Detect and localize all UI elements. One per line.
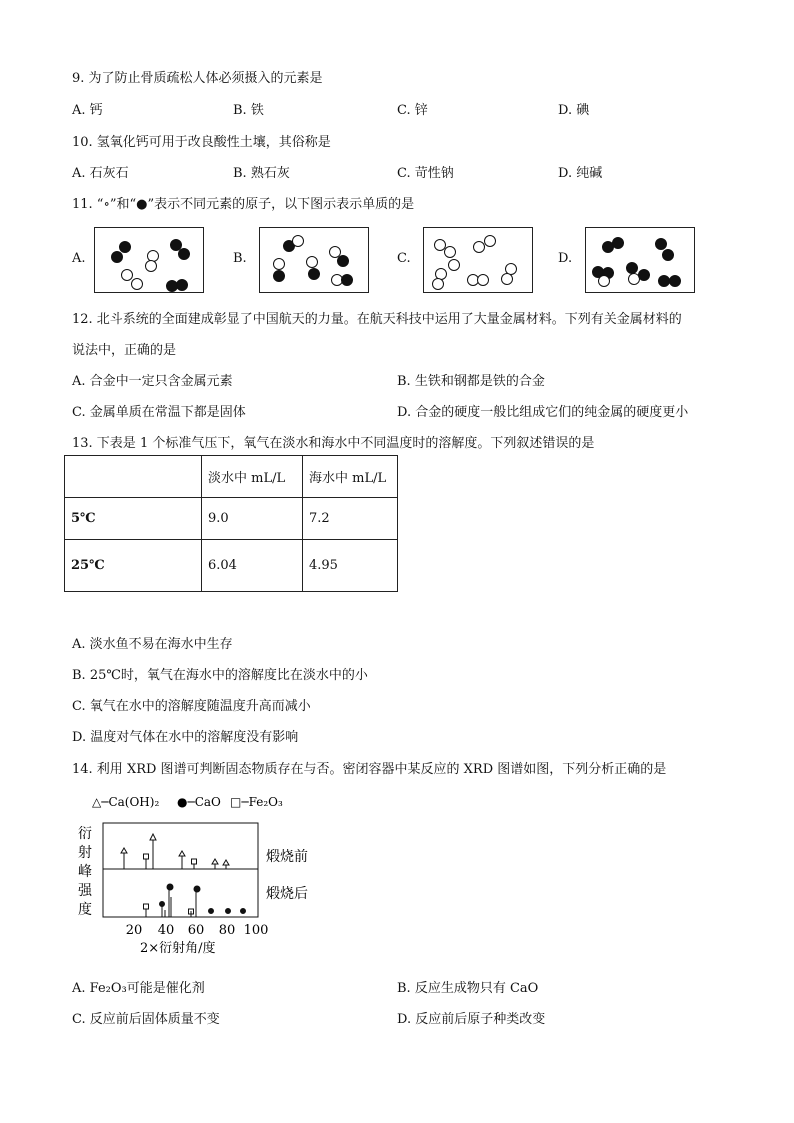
xrd-x-ticks bbox=[126, 923, 269, 938]
q10-stem: 10. 氢氧化钙可用于改良酸性土壤，其俗称是 bbox=[72, 135, 331, 150]
x-tick-label: 40 bbox=[157, 923, 175, 938]
ylabel-char: 衍 bbox=[78, 826, 92, 842]
q9-option-c: C. 锌 bbox=[397, 103, 428, 118]
q12-option-b: B. 生铁和钢都是铁的合金 bbox=[397, 374, 545, 389]
xrd-y-axis-label bbox=[78, 826, 93, 918]
q14-option-c: C. 反应前后固体质量不变 bbox=[72, 1012, 220, 1027]
legend-fe2o3: □─Fe₂O₃ bbox=[230, 795, 283, 809]
table-header-cell bbox=[65, 456, 202, 498]
q14-option-d: D. 反应前后原子种类改变 bbox=[397, 1012, 546, 1027]
legend-caoh2: △─Ca(OH)₂ bbox=[92, 795, 160, 809]
table-header-cell: 淡水中 mL/L bbox=[202, 456, 303, 498]
solubility-table bbox=[64, 455, 398, 592]
q11-diagram-d bbox=[585, 227, 695, 293]
xrd-x-axis-label: 2×衍射角/度 bbox=[140, 941, 216, 956]
q9-option-b: B. 铁 bbox=[233, 103, 264, 118]
q11-diagram-a bbox=[94, 227, 204, 293]
q11-label-c: C. bbox=[397, 251, 411, 266]
table-cell: 5℃ bbox=[65, 498, 202, 540]
table-row bbox=[65, 540, 398, 592]
q10-option-c: C. 苛性钠 bbox=[397, 166, 454, 181]
table-cell: 6.04 bbox=[202, 540, 303, 592]
table-cell: 9.0 bbox=[202, 498, 303, 540]
q12-stem-line1: 12. 北斗系统的全面建成彰显了中国航天的力量。在航天科技中运用了大量金属材料。下列有关金属材料的 bbox=[72, 312, 682, 327]
q12-stem-line2: 说法中，正确的是 bbox=[72, 343, 177, 358]
q12-option-d: D. 合金的硬度一般比组成它们的纯金属的硬度更小 bbox=[397, 405, 689, 420]
q13-option-c: C. 氧气在水中的溶解度随温度升高而减小 bbox=[72, 699, 311, 714]
q11-diagram-c bbox=[423, 227, 533, 293]
q10-option-d: D. 纯碱 bbox=[558, 166, 603, 181]
table-header-row bbox=[65, 456, 398, 498]
q13-option-d: D. 温度对气体在水中的溶解度没有影响 bbox=[72, 730, 299, 745]
q11-stem: 11. “∘”和“●”表示不同元素的原子，以下图示表示单质的是 bbox=[72, 197, 415, 212]
x-tick-label: 20 bbox=[125, 923, 143, 938]
ylabel-char: 度 bbox=[78, 902, 92, 918]
xrd-figure bbox=[70, 792, 330, 962]
x-tick-label: 60 bbox=[187, 923, 205, 938]
q13-option-b: B. 25℃时，氧气在海水中的溶解度比在淡水中的小 bbox=[72, 668, 368, 683]
q9-option-d: D. 碘 bbox=[558, 103, 590, 118]
legend-cao: ●─CaO bbox=[177, 795, 221, 809]
xrd-plot-frame bbox=[103, 823, 258, 917]
table-cell: 25℃ bbox=[65, 540, 202, 592]
q9-stem: 9. 为了防止骨质疏松人体必须摄入的元素是 bbox=[72, 71, 323, 86]
q11-diagram-b bbox=[259, 227, 369, 293]
q11-label-d: D. bbox=[558, 251, 573, 266]
panel-label-after: 煅烧后 bbox=[266, 886, 308, 902]
q13-option-a: A. 淡水鱼不易在海水中生存 bbox=[72, 637, 233, 652]
x-tick-label: 100 bbox=[243, 923, 269, 938]
panel-label-before: 煅烧前 bbox=[266, 849, 308, 865]
table-header-cell: 海水中 mL/L bbox=[303, 456, 398, 498]
xrd-legend bbox=[92, 795, 283, 809]
q10-option-b: B. 熟石灰 bbox=[233, 166, 290, 181]
ylabel-char: 强 bbox=[78, 883, 92, 899]
q12-option-a: A. 合金中一定只含金属元素 bbox=[72, 374, 233, 389]
x-tick-label: 80 bbox=[218, 923, 236, 938]
q14-option-b: B. 反应生成物只有 CaO bbox=[397, 981, 539, 996]
table-cell: 7.2 bbox=[303, 498, 398, 540]
ylabel-char: 射 bbox=[78, 845, 92, 861]
q14-stem: 14. 利用 XRD 图谱可判断固态物质存在与否。密闭容器中某反应的 XRD 图谱如图，下列分析正确的是 bbox=[72, 762, 667, 777]
q10-option-a: A. 石灰石 bbox=[72, 166, 129, 181]
table-cell: 4.95 bbox=[303, 540, 398, 592]
xrd-peaks-after bbox=[144, 884, 246, 917]
ylabel-char: 峰 bbox=[78, 864, 92, 880]
q14-option-a: A. Fe₂O₃可能是催化剂 bbox=[72, 981, 205, 996]
q9-option-a: A. 钙 bbox=[72, 103, 103, 118]
q11-label-a: A. bbox=[72, 251, 86, 266]
q13-stem: 13. 下表是 1 个标准气压下，氧气在淡水和海水中不同温度时的溶解度。下列叙述错误的是 bbox=[72, 436, 595, 451]
table-row bbox=[65, 498, 398, 540]
xrd-peaks-before bbox=[121, 834, 229, 869]
q12-option-c: C. 金属单质在常温下都是固体 bbox=[72, 405, 246, 420]
q11-label-b: B. bbox=[233, 251, 247, 266]
